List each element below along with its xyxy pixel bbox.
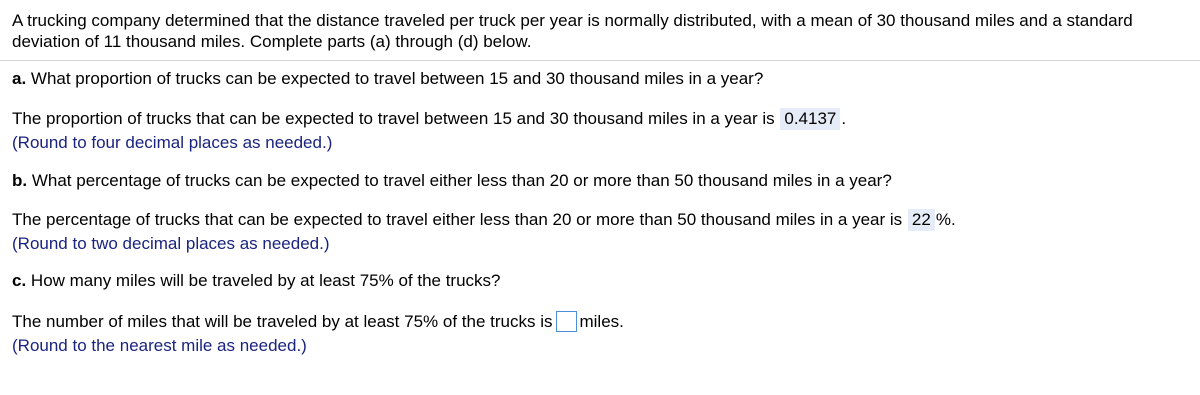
part-b-question	[12, 170, 892, 192]
part-b-hint: (Round to two decimal places as needed.)	[12, 234, 330, 253]
section-divider	[0, 60, 1200, 61]
part-c-label: c.	[12, 271, 27, 290]
part-c-answer-input[interactable]	[556, 311, 577, 332]
part-a-question	[12, 68, 763, 90]
part-c-statement-text: The number of miles that will be traveled by at least 75% of the trucks is	[12, 312, 553, 331]
part-a-statement-suffix: .	[841, 109, 847, 128]
part-c-statement-suffix: miles.	[579, 312, 624, 331]
part-a-statement-text: The proportion of trucks that can be expected to travel between 15 and 30 thousand miles in a year is	[12, 109, 775, 128]
part-c-hint: (Round to the nearest mile as needed.)	[12, 336, 307, 355]
part-b-statement	[12, 209, 956, 231]
part-a-label: a.	[12, 69, 27, 88]
part-a-statement	[12, 108, 846, 130]
part-c-question-text: How many miles will be traveled by at least 75% of the trucks?	[26, 271, 501, 290]
part-c-question	[12, 270, 501, 292]
part-a-hint: (Round to four decimal places as needed.)	[12, 133, 333, 152]
part-b-question-text: What percentage of trucks can be expected to travel either less than 20 or more than 50 thousand miles in a year?	[27, 171, 892, 190]
part-b-statement-suffix: %.	[935, 210, 956, 229]
part-c-statement	[12, 311, 624, 333]
part-b-label: b.	[12, 171, 28, 190]
problem-intro: A trucking company determined that the distance traveled per truck per year is normally distributed, with a mean of 30 thousand miles and a standard deviation of 11 thousand miles. Complete parts (a) through (d) below.	[12, 11, 1133, 51]
part-b-answer-field[interactable]: 22	[908, 209, 935, 231]
part-b-statement-text: The percentage of trucks that can be expected to travel either less than 20 or more than 50 thousand miles in a year is	[12, 210, 903, 229]
part-a-question-text: What proportion of trucks can be expected to travel between 15 and 30 thousand miles in a year?	[26, 69, 764, 88]
part-a-answer-field[interactable]: 0.4137	[780, 108, 840, 130]
